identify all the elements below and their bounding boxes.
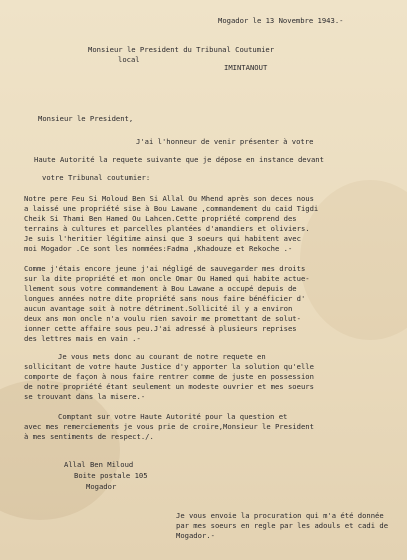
opening-line: J'ai l'honneur de venir présenter à votre <box>136 137 314 146</box>
closing-line: Comptant sur votre Haute Autorité pour la question et <box>58 412 288 421</box>
paragraph-1-line: Notre pere Feu Si Moloud Ben Si Allal Ou Mhend après son deces nous <box>24 194 314 203</box>
closing-line: avec mes remerciements je vous prie de croire,Monsieur le President <box>24 422 314 431</box>
paragraph-2-line: sur la dite propriété et mon oncle Omar Ou Hamed qui habite actue- <box>24 274 310 283</box>
postscript-line: par mes soeurs en regle par les adouls et cadi de <box>176 521 389 530</box>
paragraph-3-line: Je vous mets donc au courant de notre requete en <box>58 352 266 361</box>
paragraph-2-line: des lettres mais en vain .- <box>24 334 141 343</box>
postscript-line: Je vous envoie la procuration qui m'a été donnée <box>176 511 384 520</box>
paragraph-3-line: sollicitant de votre haute Justice d'y apporter la solution qu'elle <box>24 362 314 371</box>
paragraph-2-line: Comme j'étais encore jeune j'ai négligé de sauvegarder mes droits <box>24 264 306 273</box>
postscript-line: Mogador.- <box>176 531 215 540</box>
opening-line: Haute Autorité la requete suivante que je dépose en instance devant <box>34 155 324 164</box>
recipient-place: IMINTANOUT <box>224 63 268 72</box>
paragraph-3-line: de notre propriété étant seulement un modeste ouvrier et mes soeurs <box>24 382 314 391</box>
closing-line: à mes sentiments de respect./. <box>24 432 154 441</box>
signature-name: Allal Ben Miloud <box>64 460 134 469</box>
paragraph-3-line: se trouvant dans la misere.- <box>24 392 146 401</box>
paragraph-2-line: aucun avantage soit à notre détriment.Sollicité il y a environ <box>24 304 293 313</box>
paragraph-1-line: Je suis l'heritier légitime ainsi que 3 soeurs qui habitent avec <box>24 234 301 243</box>
paragraph-1-line: terrains à cultures et parcelles plantées d'amandiers et oliviers. <box>24 224 310 233</box>
paragraph-1-line: a laissé une propriété sise à Bou Lawane ,commandement du caid Tigdi <box>24 204 319 213</box>
paragraph-1-line: Cheik Si Thami Ben Hamed Ou Lahcen.Cette propriété comprend des <box>24 214 297 223</box>
signature-address: Boite postale 105 <box>74 471 148 480</box>
paragraph-2-line: deux ans mon oncle n'a voulu rien savoir me promettant de solut- <box>24 314 301 323</box>
paragraph-3-line: comporte de façon à nous faire rentrer comme de juste en possession <box>24 372 314 381</box>
opening-line: votre Tribunal coutumier: <box>42 173 151 182</box>
date-line: Mogador le 13 Novembre 1943.- <box>218 16 344 25</box>
recipient-line: Monsieur le President du Tribunal Coutumier <box>88 45 275 54</box>
paragraph-2-line: longues années notre dite propriété sans nous faire bénéficier d' <box>24 294 306 303</box>
paragraph-2-line: ionner cette affaire sous peu.J'ai adressé à plusieurs reprises <box>24 324 297 333</box>
recipient-local: local <box>118 55 140 64</box>
signature-city: Mogador <box>86 482 117 491</box>
paragraph-1-line: moi Mogador .Ce sont les nommées:Fadma ,Khadouze et Rekoche .- <box>24 244 293 253</box>
paragraph-2-line: llement sous votre commandement à Bou Lawane a occupé depuis de <box>24 284 297 293</box>
salutation: Monsieur le President, <box>38 114 134 123</box>
